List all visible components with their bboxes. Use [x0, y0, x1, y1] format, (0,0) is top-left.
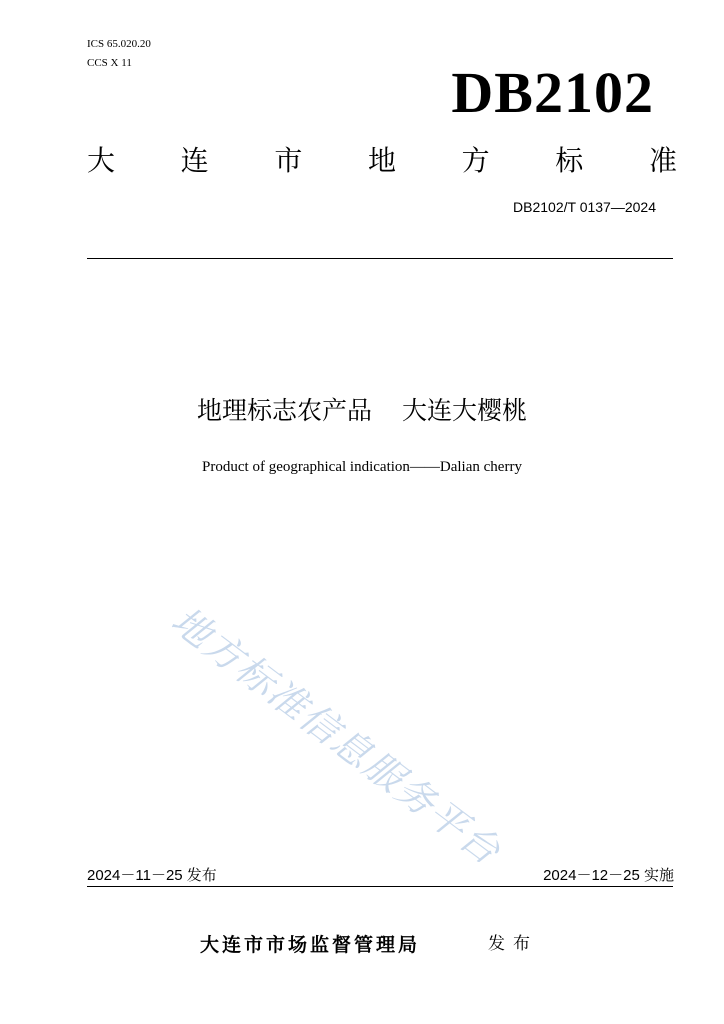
document-title-en: Product of geographical indication——Dalian cherry — [202, 459, 522, 475]
standard-type-char: 标 — [555, 144, 584, 177]
standard-type-char: 准 — [648, 144, 677, 177]
standard-number: DB2102/T 0137—2024 — [513, 199, 656, 215]
implementation-date: 2024－12－25 实施 — [543, 867, 674, 884]
standard-type-char: 大 — [87, 144, 116, 177]
standard-type-label — [87, 143, 677, 179]
ccs-code: CCS X 11 — [87, 57, 132, 69]
standard-type-char: 连 — [180, 144, 209, 177]
issue-date: 2024－11－25 发布 — [87, 867, 217, 884]
top-divider — [87, 258, 673, 259]
watermark-text: 地方标准信息服务平台 — [163, 598, 510, 874]
title-cn-part1: 地理标志农产品 — [196, 396, 372, 425]
bottom-divider — [87, 886, 673, 887]
issue-label: 发布 — [488, 934, 538, 954]
standard-type-char: 市 — [274, 144, 303, 177]
document-title-cn — [0, 393, 724, 429]
title-cn-part2: 大连大樱桃 — [402, 396, 528, 425]
standard-type-char: 地 — [367, 144, 396, 177]
ics-code: ICS 65.020.20 — [87, 38, 151, 50]
issuing-authority: 大连市市场监督管理局 — [200, 934, 421, 956]
standard-type-char: 方 — [461, 144, 490, 177]
standard-code-heading: DB2102 — [451, 60, 654, 125]
